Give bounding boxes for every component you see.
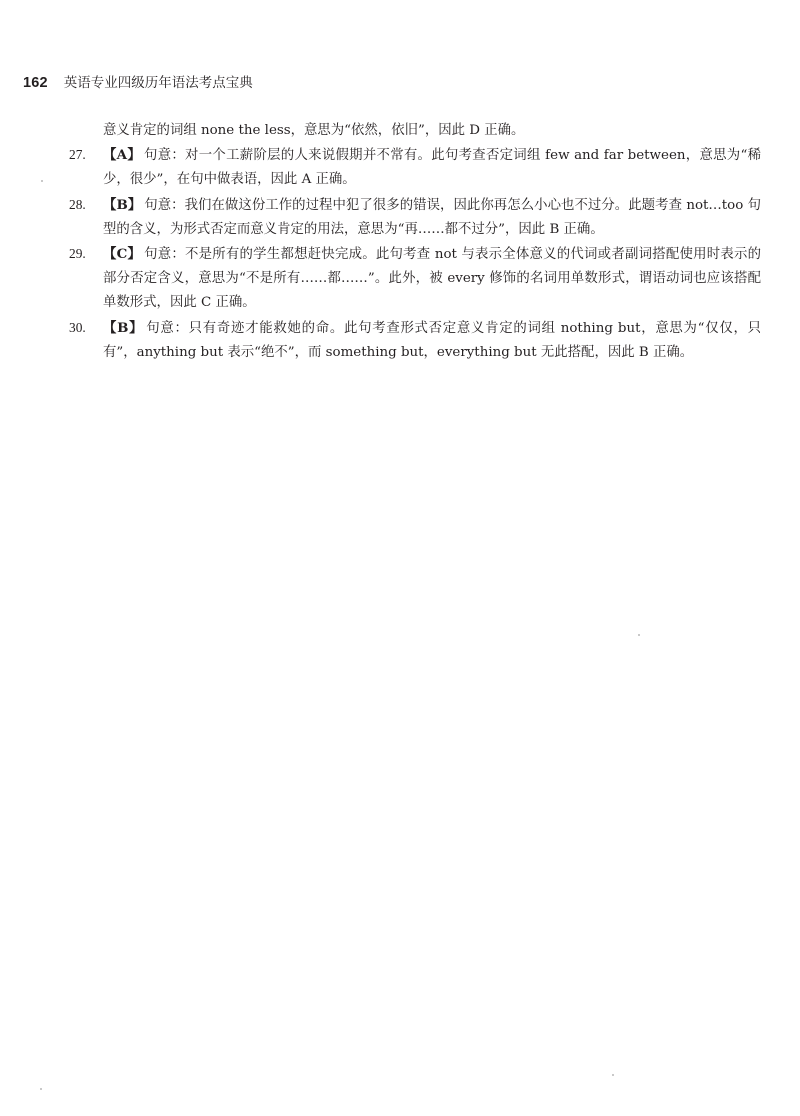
explanation-item-30 [69,316,761,365]
item-number: 27. [69,147,86,163]
page-header [23,71,253,91]
scan-speck [40,1088,42,1090]
explanation-item-28 [69,193,761,242]
item-body [103,242,761,316]
item-number: 30. [69,319,86,335]
scan-speck [41,180,43,182]
answer-label: 【B】 [103,196,142,213]
answer-explanations [69,119,761,365]
scan-speck [638,634,640,636]
answer-label: 【A】 [103,147,142,164]
item-text: 句意：只有奇迹才能救她的命。此句考查形式否定意义肯定的词组 nothing but，意思为“仅仅，只有”，anything but 表示“绝不”，而 something but，everything but 无此搭配，因此 B 正确。 [103,320,761,360]
item-body [103,193,761,242]
scan-speck [612,1074,614,1076]
answer-label: 【B】 [103,319,144,336]
item-number: 28. [69,196,86,212]
item-text: 句意：不是所有的学生都想赶快完成。此句考查 not 与表示全体意义的代词或者副词搭配使用时表示的部分否定含义，意思为“不是所有……都……”。此外，被 every 修饰的名词用单数形式，谓语动词也应该搭配单数形式，因此 C 正确。 [103,247,761,311]
item-number: 29. [69,246,86,262]
continuation-paragraph: 意义肯定的词组 none the less，意思为“依然，依旧”，因此 D 正确。 [103,123,525,138]
item-body [103,316,761,365]
answer-label: 【C】 [103,246,142,263]
explanation-item-27 [69,143,761,192]
item-body [103,143,761,192]
explanation-item-29 [69,242,761,316]
book-title: 英语专业四级历年语法考点宝典 [63,75,253,91]
page-number: 162 [23,75,48,91]
item-text: 句意：我们在做这份工作的过程中犯了很多的错误，因此你再怎么小心也不过分。此题考查 not…too 句型的含义，为形式否定而意义肯定的用法，意思为“再……都不过分”，因此 B 正确。 [103,197,761,237]
item-text: 句意：对一个工薪阶层的人来说假期并不常有。此句考查否定词组 few and far between，意思为“稀少，很少”，在句中做表语，因此 A 正确。 [103,148,761,188]
